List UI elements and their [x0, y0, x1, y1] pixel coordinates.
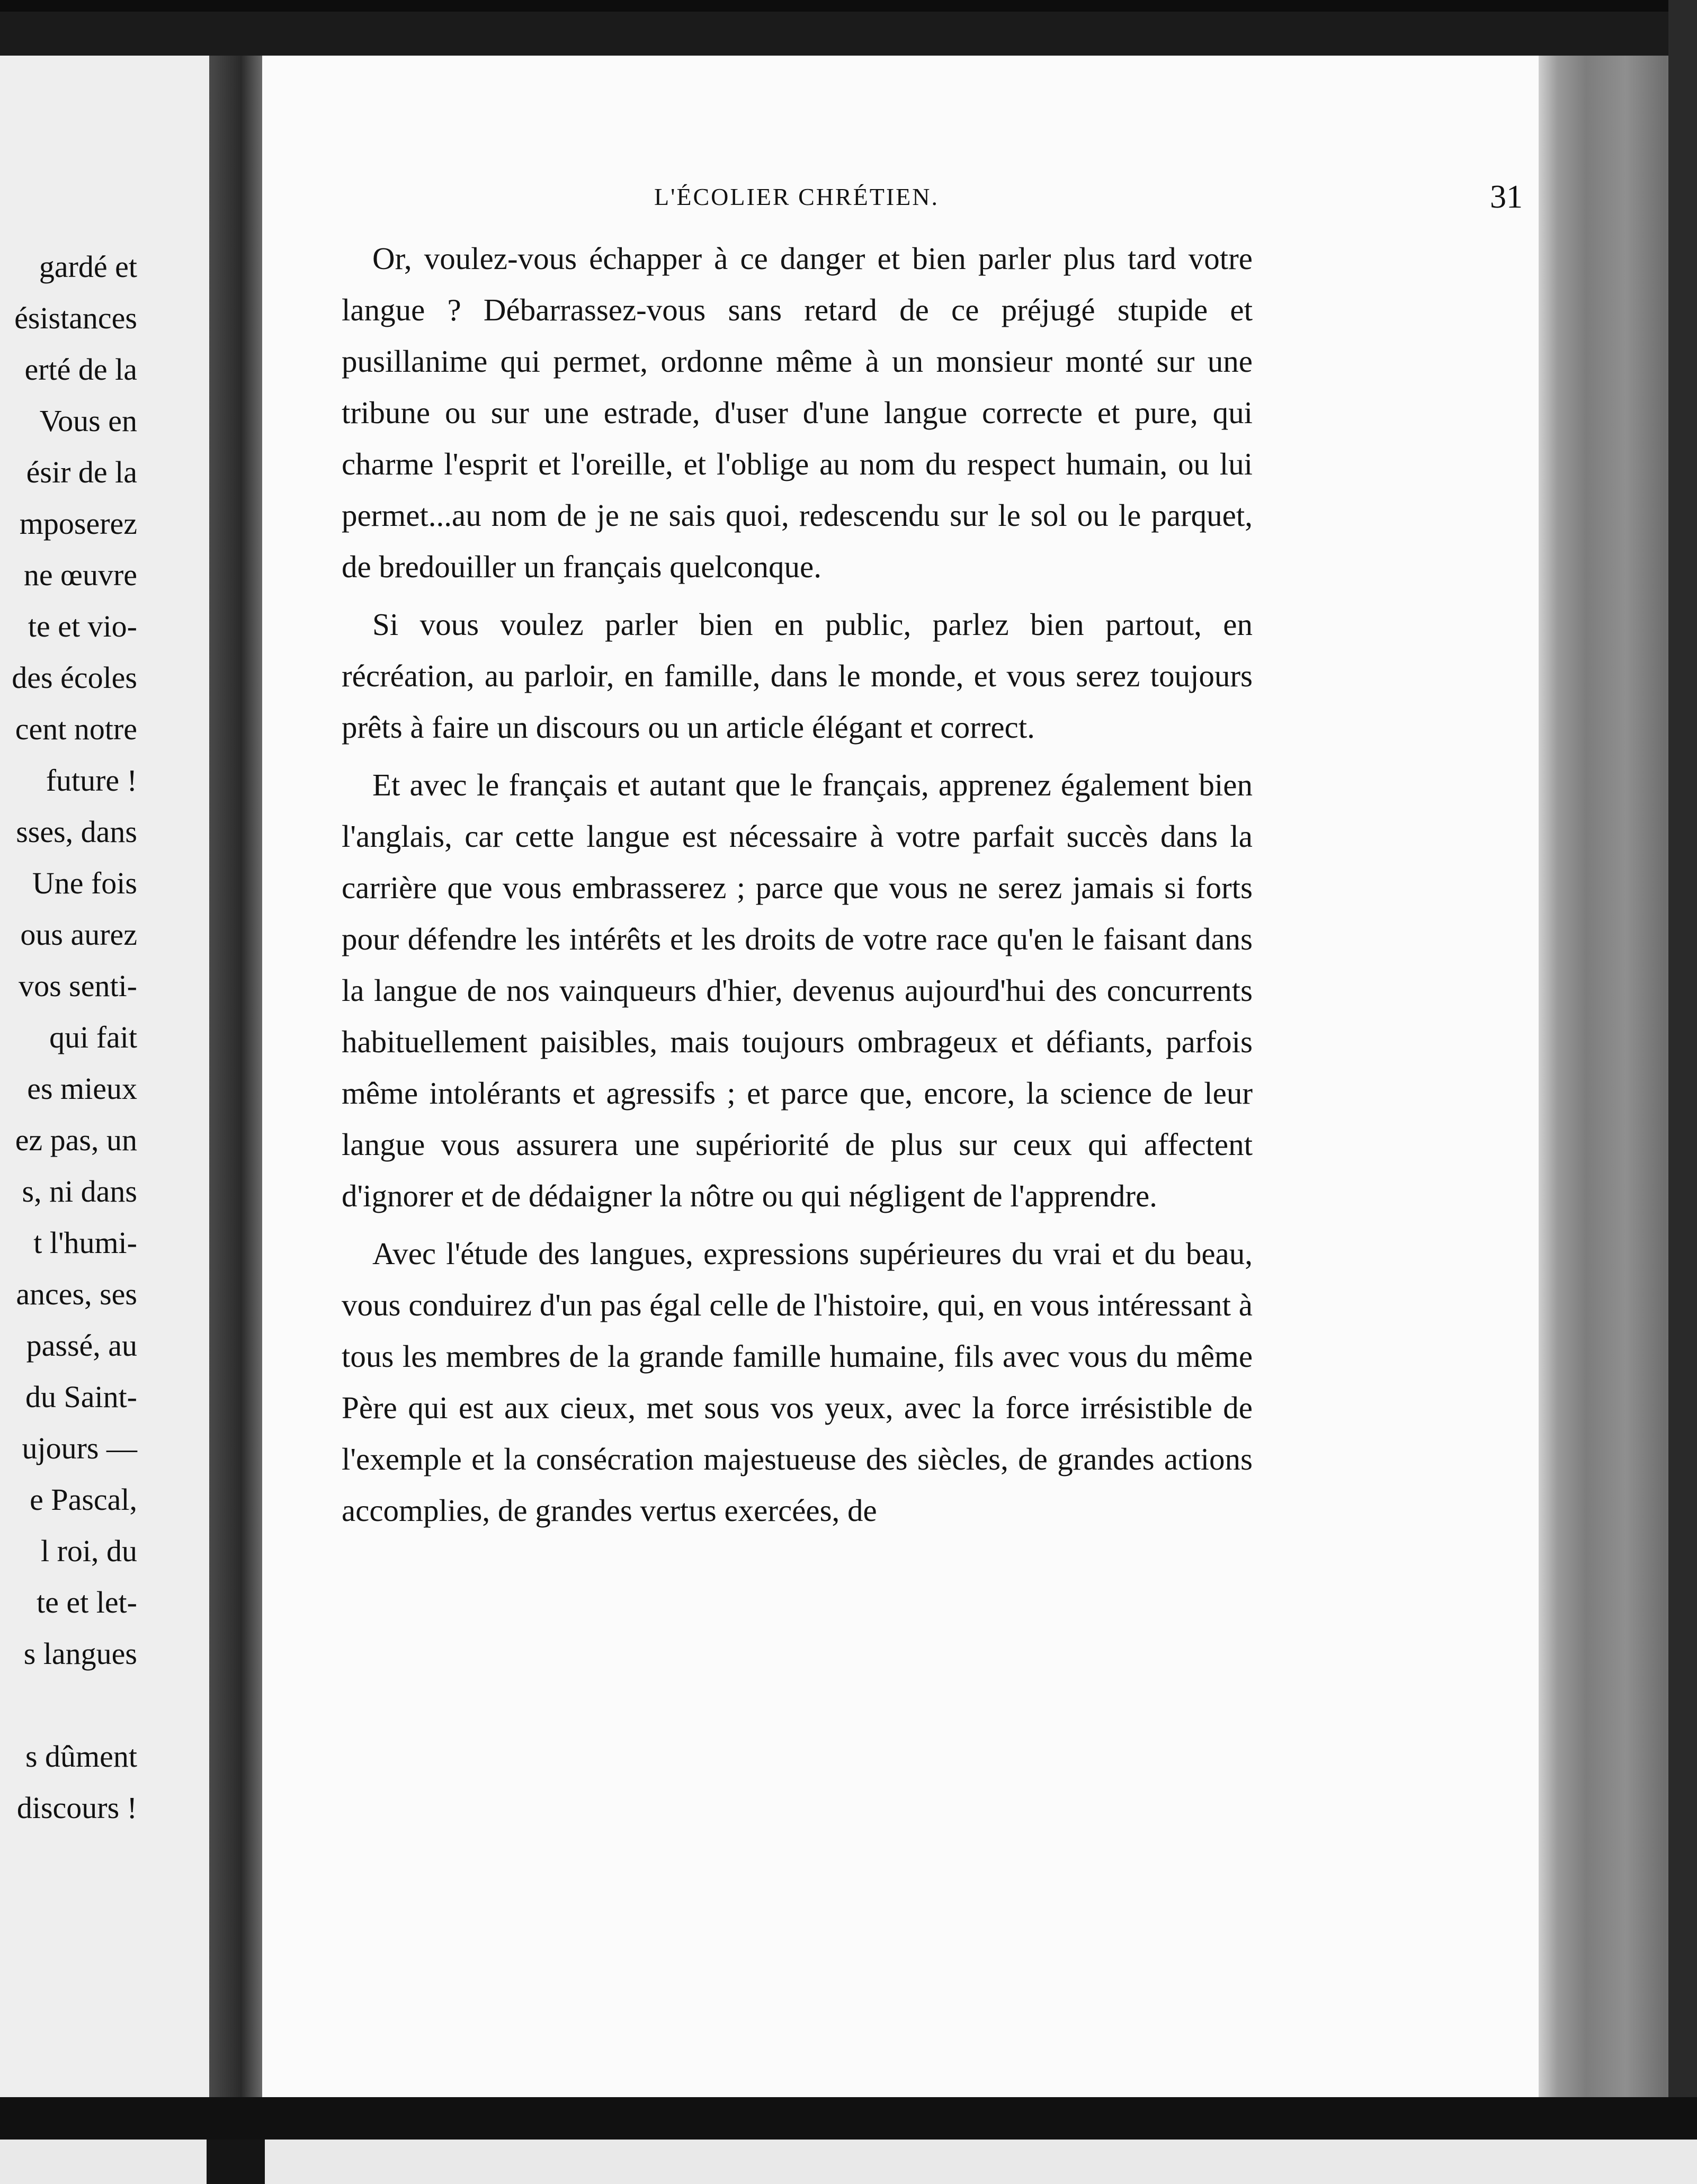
scan-right-edge	[1668, 0, 1697, 2184]
left-line: t l'humi-	[33, 1225, 137, 1260]
left-line: ujours —	[22, 1431, 137, 1465]
left-line: e Pascal,	[30, 1482, 137, 1517]
right-page	[262, 56, 1539, 2097]
scan-top-edge	[0, 0, 1697, 12]
left-line: qui fait	[49, 1020, 137, 1054]
left-line: future !	[46, 763, 137, 798]
page-number: 31	[1490, 179, 1523, 215]
left-line: ne œuvre	[23, 558, 137, 592]
left-line: erté de la	[24, 352, 137, 387]
left-page-text	[12, 241, 137, 1833]
left-line: l roi, du	[40, 1534, 137, 1568]
left-line: ésistances	[14, 301, 137, 335]
left-line: te et vio-	[28, 609, 137, 643]
left-line: Vous en	[39, 404, 137, 438]
left-line: discours !	[16, 1791, 137, 1825]
left-line: des écoles	[12, 660, 137, 695]
left-line: cent notre	[15, 712, 137, 746]
left-line: te et let-	[36, 1585, 137, 1619]
left-line: passé, au	[26, 1328, 137, 1363]
running-head: L'ÉCOLIER CHRÉTIEN.	[654, 183, 940, 210]
book-gutter	[209, 56, 262, 2097]
left-line: du Saint-	[25, 1380, 137, 1414]
left-line	[12, 1679, 137, 1731]
left-line: s langues	[23, 1636, 137, 1671]
left-line: Une fois	[32, 866, 137, 900]
paragraph: Avec l'étude des langues, expressions supérieures du vrai et du beau, vous conduirez d'un pas égal celle de l'histoire, qui, en vous intéressant à tous les membres de la grande famille humaine, fils avec vous du même Père qui est aux cieux, met sous vos yeux, avec la force irrésistible de l'exemple et la consécration majestueuse des siècles, de grandes actions accomplies, de grandes vertus exercées, de	[342, 1236, 1253, 1528]
left-line: gardé et	[39, 249, 137, 284]
left-line: ances, ses	[16, 1277, 137, 1311]
body-text	[342, 233, 1253, 1543]
left-line: mposerez	[19, 506, 137, 541]
left-line: sses, dans	[16, 814, 137, 849]
paragraph: Or, voulez-vous échapper à ce danger et bien parler plus tard votre langue ? Débarrassez-vous sans retard de ce préjugé stupide et pusillanime qui permet, ordonne même à un monsieur monté sur une tribune ou sur une estrade, d'user d'une langue correcte et pure, qui charme l'esprit et l'oreille, et l'oblige au nom du respect humain, ou lui permet...au nom de je ne sais quoi, redescendu sur le sol ou le parquet, de bredouiller un français quelconque.	[342, 241, 1253, 584]
left-line: vos senti-	[19, 969, 137, 1003]
left-line: ous aurez	[20, 917, 137, 952]
paragraph: Si vous voulez parler bien en public, parlez bien partout, en récréation, au parloir, en famille, dans le monde, et vous serez toujours prêts à faire un discours ou un article élégant et correct.	[342, 607, 1253, 745]
left-line: s, ni dans	[22, 1174, 137, 1209]
left-line: ez pas, un	[15, 1123, 137, 1157]
left-line: s dûment	[25, 1739, 137, 1774]
left-line: ésir de la	[26, 455, 137, 489]
paragraph: Et avec le français et autant que le français, apprenez également bien l'anglais, car cette langue est nécessaire à votre parfait succès dans la carrière que vous embrasserez ; parce que vous ne serez jamais si forts pour défendre les intérêts et les droits de votre race qu'en le faisant dans la langue de nos vainqueurs d'hier, devenus aujourd'hui des concurrents habituellement paisibles, mais toujours ombrageux et défiants, parfois même intolérants et agressifs ; et parce que, encore, la science de leur langue vous assurera une supériorité de plus sur ceux qui affectent d'ignorer et de dédaigner la nôtre ou qui négligent de l'apprendre.	[342, 767, 1253, 1213]
left-page	[0, 56, 209, 2097]
page-header	[262, 179, 1539, 220]
next-spread-gutter	[207, 2140, 265, 2184]
left-line: es mieux	[27, 1071, 137, 1106]
